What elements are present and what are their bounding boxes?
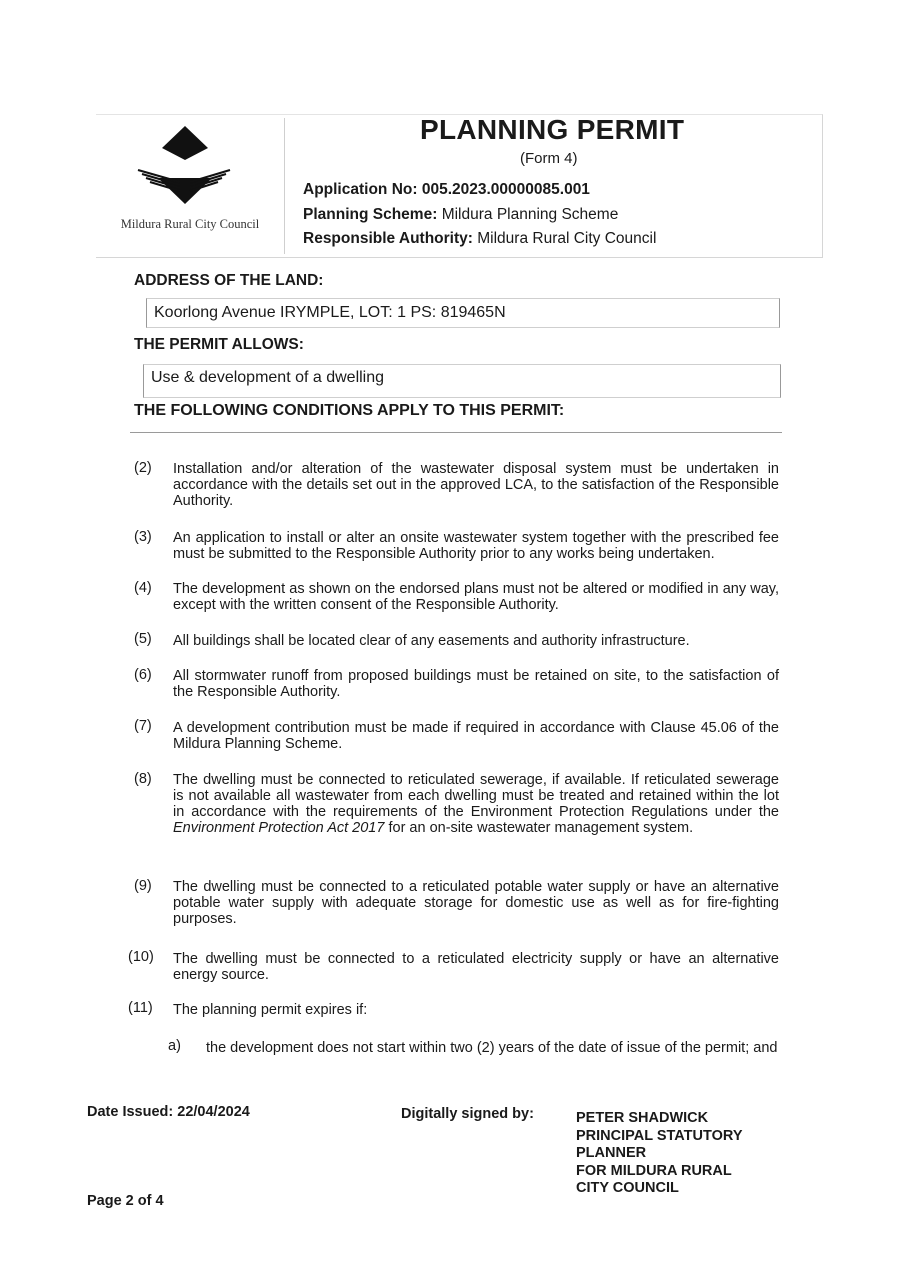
council-name: Mildura Rural City Council [120,217,260,231]
council-logo-icon [130,124,238,216]
condition-number: (5) [134,631,152,647]
page-title: PLANNING PERMIT [420,114,685,145]
condition-number: (7) [134,718,152,734]
authority-line [303,230,656,248]
condition-text: The dwelling must be connected to a reticulated potable water supply or have an alternative potable water supply with adequate storage for domestic use as well as for fire-fighting purposes. [173,879,779,927]
scheme-value: Mildura Planning Scheme [441,206,619,223]
scheme-line [303,206,618,224]
address-heading: ADDRESS OF THE LAND: [134,272,324,289]
conditions-heading: THE FOLLOWING CONDITIONS APPLY TO THIS PERMIT: [134,402,565,419]
condition-text-part: The dwelling must be connected to reticulated sewerage, if available. If reticulated sewerage is not available all wastewater from each dwelling must be treated and retained within the lot in accordance with the requirements of the Environment Protection Regulations under the [173,772,779,820]
condition-text: An application to install or alter an onsite wastewater system together with the prescribed fee must be submitted to the Responsible Authority prior to any works being undertaken. [173,530,779,562]
condition-number: (2) [134,460,152,476]
page-number: Page 2 of 4 [87,1193,164,1209]
condition-text: The dwelling must be connected to a reticulated electricity supply or have an alternative energy source. [173,951,779,983]
condition-text: The planning permit expires if: [173,1002,368,1018]
signer-title: PLANNER [576,1145,647,1161]
address-value: Koorlong Avenue IRYMPLE, LOT: 1 PS: 819465N [154,304,506,321]
authority-label: Responsible Authority: [303,230,473,247]
condition-number: (8) [134,771,152,787]
subcondition-letter: a) [168,1038,181,1054]
date-issued: Date Issued: 22/04/2024 [87,1104,250,1120]
signer-org: FOR MILDURA RURAL [576,1162,732,1179]
application-number: 005.2023.00000085.001 [421,181,590,198]
condition-text: Installation and/or alteration of the wastewater disposal system must be undertaken in accordance with the details set out in the approved LCA, to the satisfaction of the Responsible Authority. [173,461,779,509]
signer-title: PRINCIPAL STATUTORY [576,1127,743,1144]
condition-number: (10) [128,949,154,965]
condition-number: (11) [128,1000,153,1016]
permit-heading: THE PERMIT ALLOWS: [134,336,304,353]
authority-value: Mildura Rural City Council [477,230,657,247]
scheme-label: Planning Scheme: [303,206,438,223]
signer-name: PETER SHADWICK [576,1110,709,1126]
subcondition-text: the development does not start within two (2) years of the date of issue of the permit; and [206,1040,778,1056]
application-label: Application No: [303,181,418,198]
condition-number: (6) [134,667,152,683]
conditions-rule [130,432,782,433]
permit-value: Use & development of a dwelling [151,369,385,386]
condition-text: The development as shown on the endorsed plans must not be altered or modified in any way, except with the written consent of the Responsible Authority. [173,581,779,613]
signed-by-label: Digitally signed by: [401,1106,534,1122]
form-number: (Form 4) [520,150,578,167]
condition-number: (9) [134,878,152,894]
signer-block [576,1110,743,1198]
act-name: Environment Protection Act 2017 [173,820,385,836]
condition-text: All stormwater runoff from proposed buildings must be retained on site, to the satisfaction of the Responsible Authority. [173,668,779,700]
condition-number: (4) [134,580,152,596]
condition-text [173,772,779,836]
application-line [303,181,590,199]
header-divider [284,118,285,254]
condition-text: A development contribution must be made if required in accordance with Clause 45.06 of the Mildura Planning Scheme. [173,720,779,752]
condition-text-part: for an on-site wastewater management system. [384,820,694,836]
condition-text: All buildings shall be located clear of any easements and authority infrastructure. [173,633,690,649]
signer-org: CITY COUNCIL [576,1180,679,1196]
condition-number: (3) [134,529,152,545]
